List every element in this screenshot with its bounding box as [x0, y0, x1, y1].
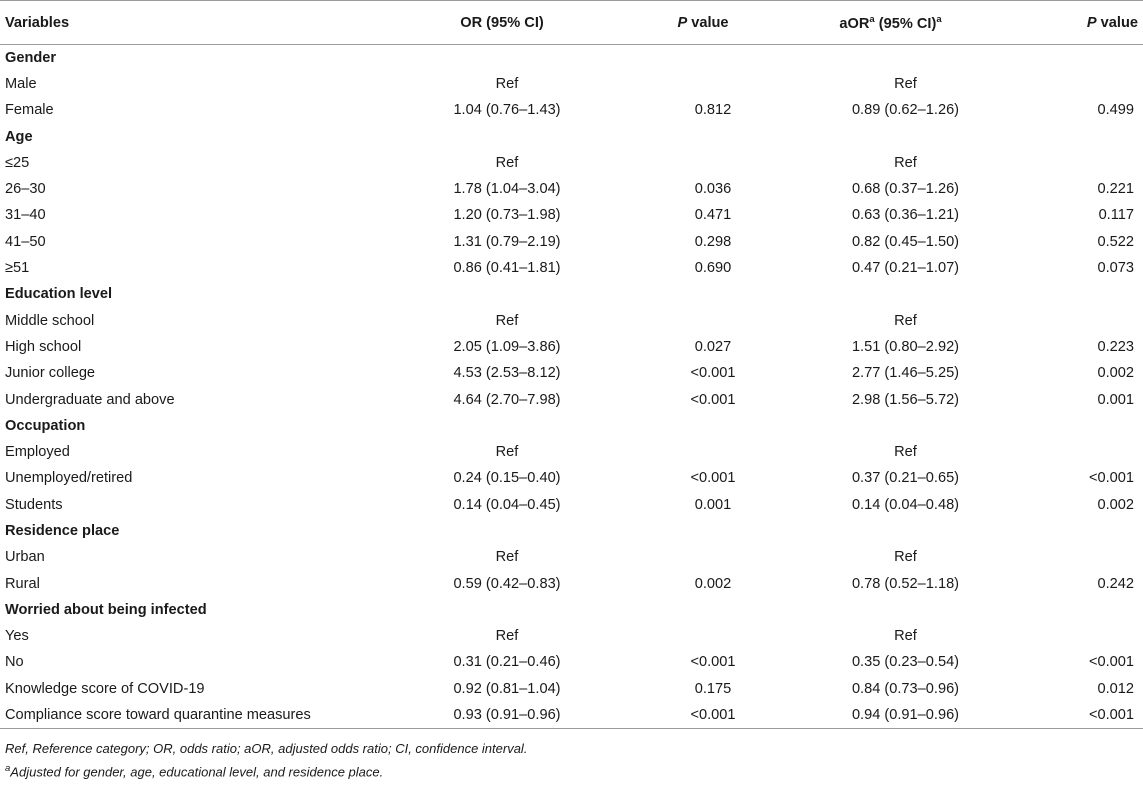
- or-cell: 2.05 (1.09–3.86): [453, 338, 561, 355]
- variable-cell: 41–50: [5, 233, 46, 250]
- table-row: [0, 229, 1143, 255]
- variable-cell: 26–30: [5, 181, 46, 198]
- adjusted-p-value-cell: [996, 307, 1143, 333]
- table-row: [0, 676, 1143, 702]
- aor-cell: 1.51 (0.80–2.92): [851, 338, 960, 355]
- table-row: [0, 702, 1143, 728]
- aor-cell: 2.98 (1.56–5.72): [851, 391, 960, 408]
- table-row: [0, 492, 1143, 518]
- adjusted-p-value-cell: <0.001: [1088, 654, 1134, 671]
- aor-cell: 0.14 (0.04–0.48): [851, 496, 960, 513]
- or-cell: 4.64 (2.70–7.98): [453, 391, 561, 408]
- table-row: [0, 439, 1143, 465]
- p-value-cell: <0.001: [690, 470, 736, 487]
- adjusted-p-value-cell: [996, 623, 1143, 649]
- table-row: [0, 544, 1143, 570]
- section-heading: Age: [5, 128, 33, 145]
- adjusted-p-value-cell: 0.012: [1097, 680, 1134, 697]
- adjusted-p-value-cell: 0.242: [1097, 575, 1134, 592]
- table-row: [0, 202, 1143, 228]
- or-cell: Ref: [495, 628, 519, 645]
- header-p2-italic: P: [1086, 14, 1097, 31]
- p-value-cell: 0.690: [694, 260, 732, 277]
- adjusted-p-value-cell: 0.002: [1097, 365, 1134, 382]
- table-row: [0, 360, 1143, 386]
- table-row: [0, 334, 1143, 360]
- table-row: [0, 307, 1143, 333]
- aor-cell: Ref: [894, 549, 917, 566]
- table-row: [0, 255, 1143, 281]
- or-cell: 1.31 (0.79–2.19): [453, 233, 561, 250]
- section-row: [0, 518, 1143, 544]
- or-cell: Ref: [495, 154, 519, 171]
- adjusted-p-value-cell: [996, 150, 1143, 176]
- p-value-cell: 0.812: [694, 102, 732, 119]
- variable-cell: Knowledge score of COVID-19: [5, 680, 205, 697]
- or-cell: Ref: [495, 75, 519, 92]
- header-variables: Variables: [0, 1, 383, 45]
- aor-cell: Ref: [894, 75, 917, 92]
- footnote-adjustment: [5, 759, 1143, 782]
- variable-cell: Male: [5, 75, 37, 92]
- or-cell: 1.20 (0.73–1.98): [453, 207, 561, 224]
- adjusted-p-value-cell: [996, 544, 1143, 570]
- p-value-cell: <0.001: [690, 365, 736, 382]
- section-heading: Education level: [5, 286, 113, 303]
- header-aor-main: aOR: [839, 15, 870, 32]
- variable-cell: Employed: [5, 444, 70, 461]
- p-value-cell: 0.027: [694, 338, 732, 355]
- aor-cell: Ref: [894, 628, 917, 645]
- table-body: [0, 45, 1143, 729]
- footnote-adjustment-sup: a: [5, 762, 11, 774]
- aor-cell: 0.35 (0.23–0.54): [851, 654, 960, 671]
- aor-cell: Ref: [894, 312, 917, 329]
- aor-cell: Ref: [894, 154, 917, 171]
- p-value-cell: <0.001: [621, 702, 785, 728]
- header-aor-mid: (95% CI): [874, 15, 937, 32]
- or-cell: Ref: [495, 549, 519, 566]
- header-p-italic: P: [677, 14, 688, 31]
- adjusted-p-value-cell: 0.117: [1098, 207, 1134, 224]
- aor-cell: 0.63 (0.36–1.21): [851, 207, 960, 224]
- table-row: [0, 465, 1143, 491]
- aor-cell: 0.78 (0.52–1.18): [851, 575, 960, 592]
- header-or: OR (95% CI): [383, 1, 621, 45]
- p-value-cell: <0.001: [690, 391, 736, 408]
- or-cell: 0.92 (0.81–1.04): [453, 680, 561, 697]
- or-cell: 0.31 (0.21–0.46): [453, 654, 561, 671]
- table-header: [0, 1, 1143, 45]
- p-value-cell: 0.175: [694, 680, 732, 697]
- variable-cell: Rural: [5, 575, 40, 592]
- table-row: [0, 649, 1143, 675]
- or-cell: 0.24 (0.15–0.40): [453, 470, 561, 487]
- p-value-cell: [621, 71, 785, 97]
- header-row: [0, 1, 1143, 45]
- table-row: [0, 97, 1143, 123]
- variable-cell: Junior college: [5, 365, 96, 382]
- section-heading: Gender: [5, 49, 57, 66]
- adjusted-p-value-cell: 0.522: [1097, 233, 1134, 250]
- section-heading: Occupation: [5, 417, 86, 434]
- header-aor-sup: a: [869, 13, 875, 25]
- variable-cell: ≤25: [5, 154, 30, 171]
- p-value-cell: 0.298: [694, 233, 732, 250]
- aor-cell: 0.68 (0.37–1.26): [851, 181, 960, 198]
- aor-cell: 0.37 (0.21–0.65): [851, 470, 960, 487]
- or-cell: 4.53 (2.53–8.12): [453, 365, 561, 382]
- variable-cell: 31–40: [5, 207, 46, 224]
- header-p2-rest: value: [1096, 14, 1138, 31]
- table-row: [0, 176, 1143, 202]
- variable-cell: Female: [5, 102, 54, 119]
- or-cell: 0.86 (0.41–1.81): [453, 260, 561, 277]
- section-row: [0, 597, 1143, 623]
- p-value-cell: [621, 307, 785, 333]
- or-cell: Ref: [495, 312, 519, 329]
- header-aor: [785, 1, 996, 45]
- aor-cell: 2.77 (1.46–5.25): [851, 365, 960, 382]
- section-row: [0, 281, 1143, 307]
- p-value-cell: [621, 439, 785, 465]
- adjusted-p-value-cell: [996, 439, 1143, 465]
- adjusted-p-value-cell: 0.002: [1097, 496, 1134, 513]
- adjusted-p-value-cell: <0.001: [996, 702, 1143, 728]
- variable-cell: ≥51: [5, 260, 30, 277]
- variable-cell: High school: [5, 338, 82, 355]
- p-value-cell: 0.036: [694, 181, 732, 198]
- aor-cell: 0.94 (0.91–0.96): [785, 702, 996, 728]
- variable-cell: Urban: [5, 549, 45, 566]
- adjusted-p-value-cell: 0.001: [1097, 391, 1134, 408]
- p-value-cell: <0.001: [690, 654, 736, 671]
- or-cell: Ref: [495, 444, 519, 461]
- section-row: [0, 123, 1143, 149]
- section-heading: Worried about being infected: [5, 601, 207, 618]
- p-value-cell: 0.001: [694, 496, 732, 513]
- p-value-cell: 0.002: [694, 575, 732, 592]
- variable-cell: Middle school: [5, 312, 95, 329]
- or-cell: 1.04 (0.76–1.43): [453, 102, 561, 119]
- p-value-cell: [621, 544, 785, 570]
- p-value-cell: 0.471: [694, 207, 732, 224]
- adjusted-p-value-cell: 0.499: [1097, 102, 1134, 119]
- variable-cell: Unemployed/retired: [5, 470, 133, 487]
- footnote-abbreviations: Ref, Reference category; OR, odds ratio; aOR, adjusted odds ratio; CI, confidence interval.: [5, 740, 528, 756]
- adjusted-p-value-cell: 0.223: [1097, 338, 1134, 355]
- table-row: [0, 150, 1143, 176]
- adjusted-p-value-cell: <0.001: [1088, 470, 1134, 487]
- footnote-adjustment-text: Adjusted for gender, age, educational level, and residence place.: [10, 764, 384, 780]
- table-row: [0, 570, 1143, 596]
- or-cell: 0.14 (0.04–0.45): [453, 496, 561, 513]
- adjusted-p-value-cell: 0.221: [1097, 181, 1134, 198]
- aor-cell: Ref: [894, 444, 917, 461]
- p-value-cell: [621, 623, 785, 649]
- variable-cell: No: [5, 654, 24, 671]
- or-cell: 0.93 (0.91–0.96): [383, 702, 621, 728]
- p-value-cell: [621, 150, 785, 176]
- table-row: [0, 623, 1143, 649]
- header-adjusted-p-value: [996, 1, 1143, 45]
- aor-cell: 0.89 (0.62–1.26): [851, 102, 960, 119]
- table-footnotes: [0, 739, 1143, 782]
- section-row: [0, 413, 1143, 439]
- adjusted-p-value-cell: 0.073: [1097, 260, 1134, 277]
- header-aor-sup2: a: [936, 13, 942, 25]
- aor-cell: 0.84 (0.73–0.96): [851, 680, 960, 697]
- section-heading: Residence place: [5, 522, 120, 539]
- or-cell: 1.78 (1.04–3.04): [453, 181, 561, 198]
- header-p-value: [621, 1, 785, 45]
- table-row: [0, 386, 1143, 412]
- aor-cell: 0.82 (0.45–1.50): [851, 233, 960, 250]
- variable-cell: Undergraduate and above: [5, 391, 175, 408]
- variable-cell: Compliance score toward quarantine measures: [0, 702, 383, 728]
- header-p-rest: value: [687, 14, 729, 31]
- table-row: [0, 71, 1143, 97]
- variable-cell: Students: [5, 496, 63, 513]
- variable-cell: Yes: [5, 628, 29, 645]
- aor-cell: 0.47 (0.21–1.07): [851, 260, 960, 277]
- section-row: [0, 45, 1143, 71]
- or-cell: 0.59 (0.42–0.83): [453, 575, 561, 592]
- adjusted-p-value-cell: [996, 71, 1143, 97]
